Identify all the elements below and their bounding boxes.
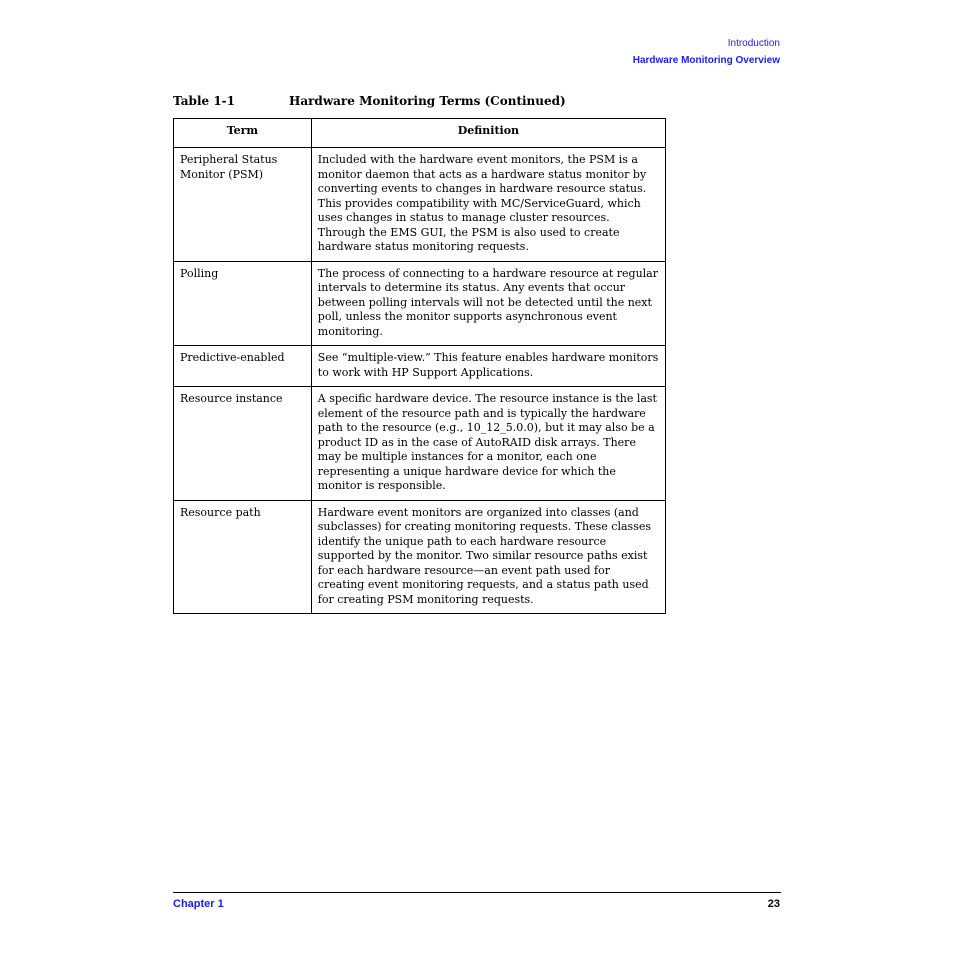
footer-divider xyxy=(173,892,781,893)
running-head-section: Introduction xyxy=(727,38,780,49)
table-row xyxy=(174,346,666,387)
term-cell: Polling xyxy=(174,261,312,346)
footer-chapter-label: Chapter 1 xyxy=(173,898,224,910)
term-cell: Resource instance xyxy=(174,387,312,501)
term-cell: Resource path xyxy=(174,500,312,614)
definition-cell: See “multiple-view.” This feature enables hardware monitors to work with HP Support Applications. xyxy=(311,346,665,387)
table-title: Hardware Monitoring Terms (Continued) xyxy=(289,94,566,108)
table-row xyxy=(174,148,666,262)
table-row xyxy=(174,387,666,501)
term-cell: Predictive-enabled xyxy=(174,346,312,387)
definition-cell: Hardware event monitors are organized into classes (and subclasses) for creating monitoring requests. These classes identify the unique path to each hardware resource supported by the monitor. Two similar resource paths exist for each hardware resource—an event path used for creating event monitoring requests, and a status path used for creating PSM monitoring requests. xyxy=(311,500,665,614)
table-number: Table 1-1 xyxy=(173,94,235,108)
column-header-term: Term xyxy=(174,119,312,148)
running-head-chapter-title: Hardware Monitoring Overview xyxy=(632,55,780,66)
table-header-row xyxy=(174,119,666,148)
definition-cell: The process of connecting to a hardware resource at regular intervals to determine its status. Any events that occur between polling intervals will not be detected until the next poll, unless the monitor supports asynchronous event monitoring. xyxy=(311,261,665,346)
column-header-definition: Definition xyxy=(311,119,665,148)
term-cell: Peripheral Status Monitor (PSM) xyxy=(174,148,312,262)
page-number: 23 xyxy=(767,898,780,910)
definition-cell: Included with the hardware event monitors, the PSM is a monitor daemon that acts as a hardware status monitor by converting events to changes in hardware resource status. This provides compatibility with MC/ServiceGuard, which uses changes in status to manage cluster resources. Through the EMS GUI, the PSM is also used to create hardware status monitoring requests. xyxy=(311,148,665,262)
table-row xyxy=(174,261,666,346)
definition-cell: A specific hardware device. The resource instance is the last element of the resource path and is typically the hardware path to the resource (e.g., 10_12_5.0.0), but it may also be a product ID as in the case of AutoRAID disk arrays. There may be multiple instances for a monitor, each one representing a unique hardware device for which the monitor is responsible. xyxy=(311,387,665,501)
table-row xyxy=(174,500,666,614)
terms-table xyxy=(173,118,666,614)
